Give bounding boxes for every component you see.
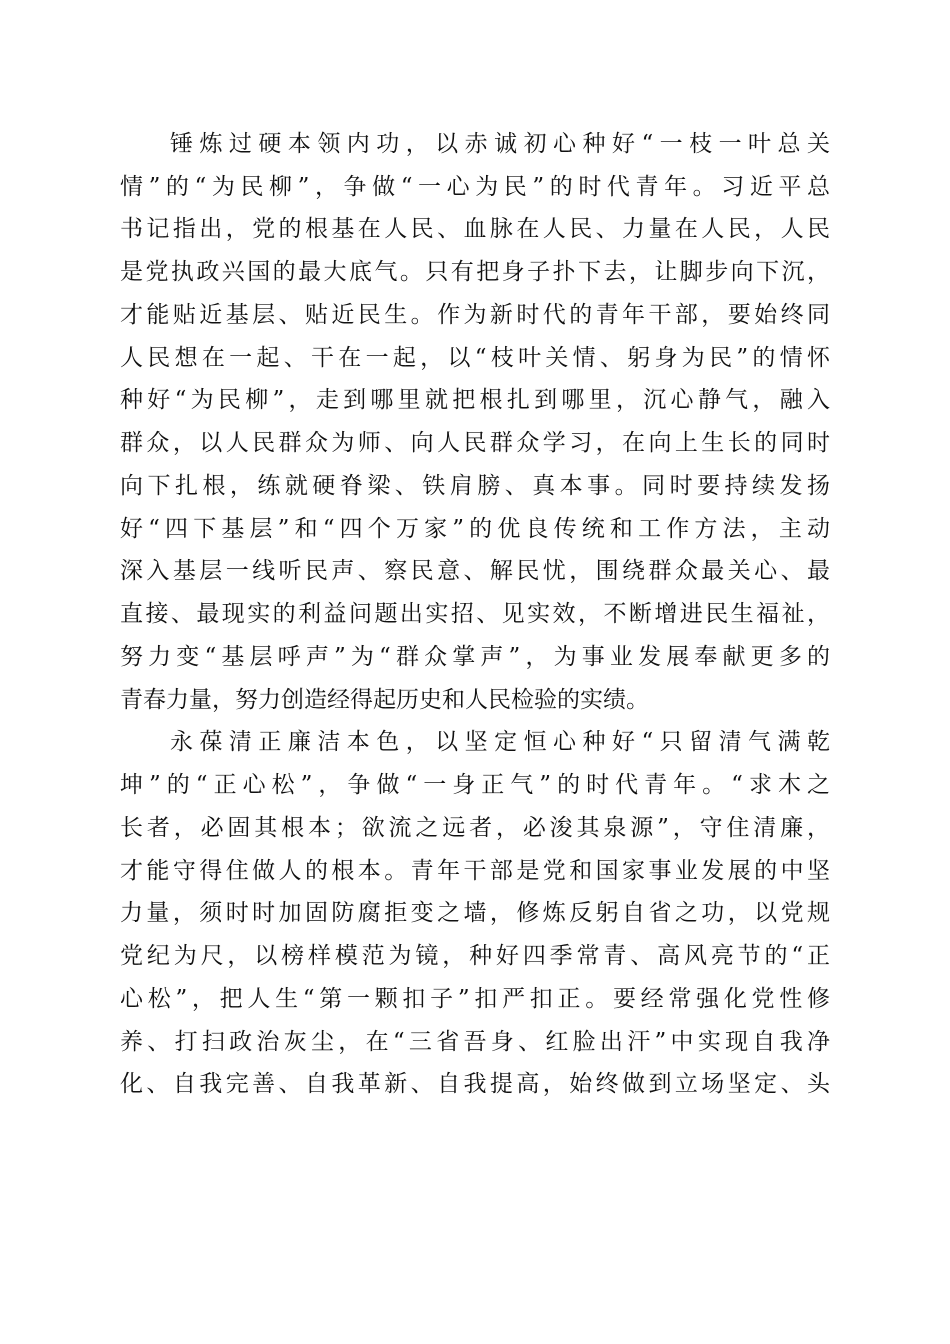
paragraph-2-line-9: 化、自我完善、自我革新、自我提高，始终做到立场坚定、头 <box>120 1071 830 1097</box>
paragraph-1-line-8: 群众，以人民群众为师、向人民群众学习，在向上生长的同时 <box>120 430 830 456</box>
paragraph-1-line-1: 锤炼过硬本领内功，以赤诚初心种好“一枝一叶总关 <box>170 131 830 157</box>
paragraph-1-line-2: 情”的“为民柳”，争做“一心为民”的时代青年。习近平总 <box>120 174 830 200</box>
paragraph-1-line-9: 向下扎根，练就硬脊梁、铁肩膀、真本事。同时要持续发扬 <box>120 473 830 499</box>
paragraph-1-line-3: 书记指出，党的根基在人民、血脉在人民、力量在人民，人民 <box>120 216 830 242</box>
paragraph-2-line-8: 养、打扫政治灰尘，在“三省吾身、红脸出汗”中实现自我净 <box>120 1029 830 1055</box>
paragraph-1-line-10: 好“四下基层”和“四个万家”的优良传统和工作方法，主动 <box>120 516 830 542</box>
paragraph-1-line-4: 是党执政兴国的最大底气。只有把身子扑下去，让脚步向下沉， <box>120 259 830 285</box>
paragraph-1-line-11: 深入基层一线听民声、察民意、解民忧，围绕群众最关心、最 <box>120 558 830 584</box>
paragraph-2-line-1: 永葆清正廉洁本色，以坚定恒心种好“只留清气满乾 <box>170 729 830 755</box>
paragraph-1-line-13: 努力变“基层呼声”为“群众掌声”，为事业发展奉献更多的 <box>120 644 830 670</box>
paragraph-2-line-3: 长者，必固其根本；欲流之远者，必浚其泉源”，守住清廉， <box>120 815 830 841</box>
paragraph-1-line-12: 直接、最现实的利益问题出实招、见实效，不断增进民生福祉， <box>120 601 830 627</box>
paragraph-2-line-5: 力量，须时时加固防腐拒变之墙，修炼反躬自省之功，以党规 <box>120 900 830 926</box>
paragraph-2-line-4: 才能守得住做人的根本。青年干部是党和国家事业发展的中坚 <box>120 858 830 884</box>
paragraph-1-line-7: 种好“为民柳”，走到哪里就把根扎到哪里，沉心静气，融入 <box>120 387 830 413</box>
paragraph-2-line-7: 心松”，把人生“第一颗扣子”扣严扣正。要经常强化党性修 <box>120 986 830 1012</box>
paragraph-1-line-14: 青春力量，努力创造经得起历史和人民检验的实绩。 <box>120 687 649 713</box>
paragraph-1-line-6: 人民想在一起、干在一起，以“枝叶关情、躬身为民”的情怀 <box>120 345 830 371</box>
paragraph-2-line-2: 坤”的“正心松”，争做“一身正气”的时代青年。“求木之 <box>120 772 830 798</box>
paragraph-1-line-5: 才能贴近基层、贴近民生。作为新时代的青年干部，要始终同 <box>120 302 830 328</box>
paragraph-2-line-6: 党纪为尺，以榜样模范为镜，种好四季常青、高风亮节的“正 <box>120 943 830 969</box>
